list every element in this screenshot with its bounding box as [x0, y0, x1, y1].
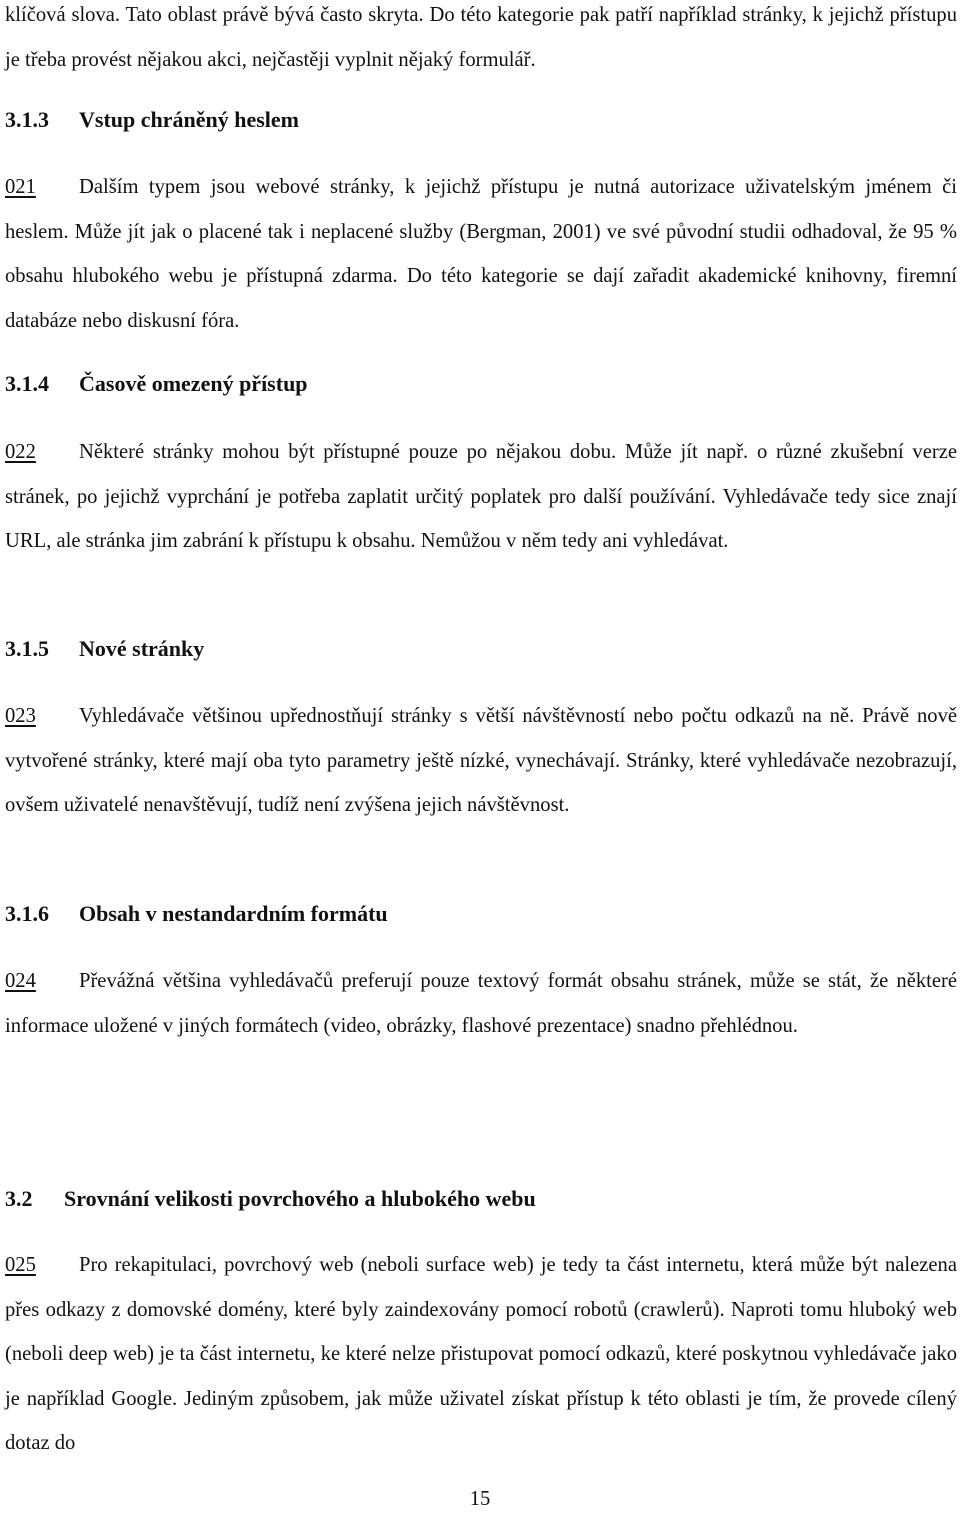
paragraph-024: [5, 959, 957, 1048]
section-number: 3.1.3: [5, 107, 49, 132]
paragraph-text: Pro rekapitulaci, povrchový web (neboli surface web) je tedy ta část internetu, která může být nalezena přes odkazy z domovské domény, které byly zaindexovány pomocí robotů (crawlerů). Naproti tomu hluboký web (neboli deep web) je ta část internetu, ke které nelze přistupovat pomocí odkazů, které poskytnou vyhledávače jako je například Google. Jediným způsobem, jak může uživatel získat přístup k této oblasti je tím, že provede cílený dotaz do: [5, 1254, 957, 1454]
section-title: Obsah v nestandardním formátu: [79, 901, 388, 926]
paragraph-number: 024: [5, 970, 36, 992]
paragraph-text: Dalším typem jsou webové stránky, k jejichž přístupu je nutná autorizace uživatelským jménem či heslem. Může jít jak o placené tak i neplacené služby (Bergman, 2001) ve své původní studii odhadoval, že 95 % obsahu hlubokého webu je přístupná zdarma. Do této kategorie se dají zařadit akademické knihovny, firemní databáze nebo diskusní fóra.: [5, 176, 957, 332]
section-heading-314: [5, 362, 308, 406]
paragraph-021: [5, 165, 957, 343]
paragraph-number: 023: [5, 705, 36, 727]
section-heading-316: [5, 892, 388, 936]
paragraph-number: 022: [5, 441, 36, 463]
paragraph-number: 025: [5, 1254, 36, 1276]
section-heading-32: [5, 1177, 536, 1221]
section-number: 3.1.4: [5, 371, 49, 396]
section-number: 3.1.6: [5, 901, 49, 926]
section-number: 3.2: [5, 1186, 33, 1211]
section-title: Srovnání velikosti povrchového a hlubokého webu: [64, 1186, 536, 1211]
paragraph-text: Převážná většina vyhledávačů preferují pouze textový formát obsahu stránek, může se stát, že některé informace uložené v jiných formátech (video, obrázky, flashové prezentace) snadno přehlédnou.: [5, 970, 957, 1037]
paragraph-text: Vyhledávače většinou upřednostňují stránky s větší návštěvností nebo počtu odkazů na ně. Právě nově vytvořené stránky, které mají oba tyto parametry ještě nízké, vynechávají. Stránky, které vyhledávače nezobrazují, ovšem uživatelé nenavštěvují, tudíž není zvýšena jejich návštěvnost.: [5, 705, 957, 816]
section-heading-315: [5, 627, 204, 671]
section-title: Vstup chráněný heslem: [79, 107, 300, 132]
paragraph-023: [5, 694, 957, 828]
paragraph-number: 021: [5, 176, 36, 198]
section-title: Nové stránky: [79, 636, 205, 661]
section-heading-313: [5, 98, 299, 142]
intro-paragraph: klíčová slova. Tato oblast právě bývá často skryta. Do této kategorie pak patří například stránky, k jejichž přístupu je třeba provést nějakou akci, nejčastěji vyplnit nějaký formulář.: [5, 4, 957, 71]
section-number: 3.1.5: [5, 636, 49, 661]
paragraph-text: Některé stránky mohou být přístupné pouze po nějakou dobu. Může jít např. o různé zkušební verze stránek, po jejichž vyprchání je potřeba zaplatit určitý poplatek pro další používání. Vyhledávače tedy sice znají URL, ale stránka jim zabrání k přístupu k obsahu. Nemůžou v něm tedy ani vyhledávat.: [5, 441, 957, 552]
section-title: Časově omezený přístup: [79, 371, 308, 396]
paragraph-025: [5, 1243, 957, 1466]
page-number: 15: [469, 1488, 491, 1510]
paragraph-022: [5, 430, 957, 564]
